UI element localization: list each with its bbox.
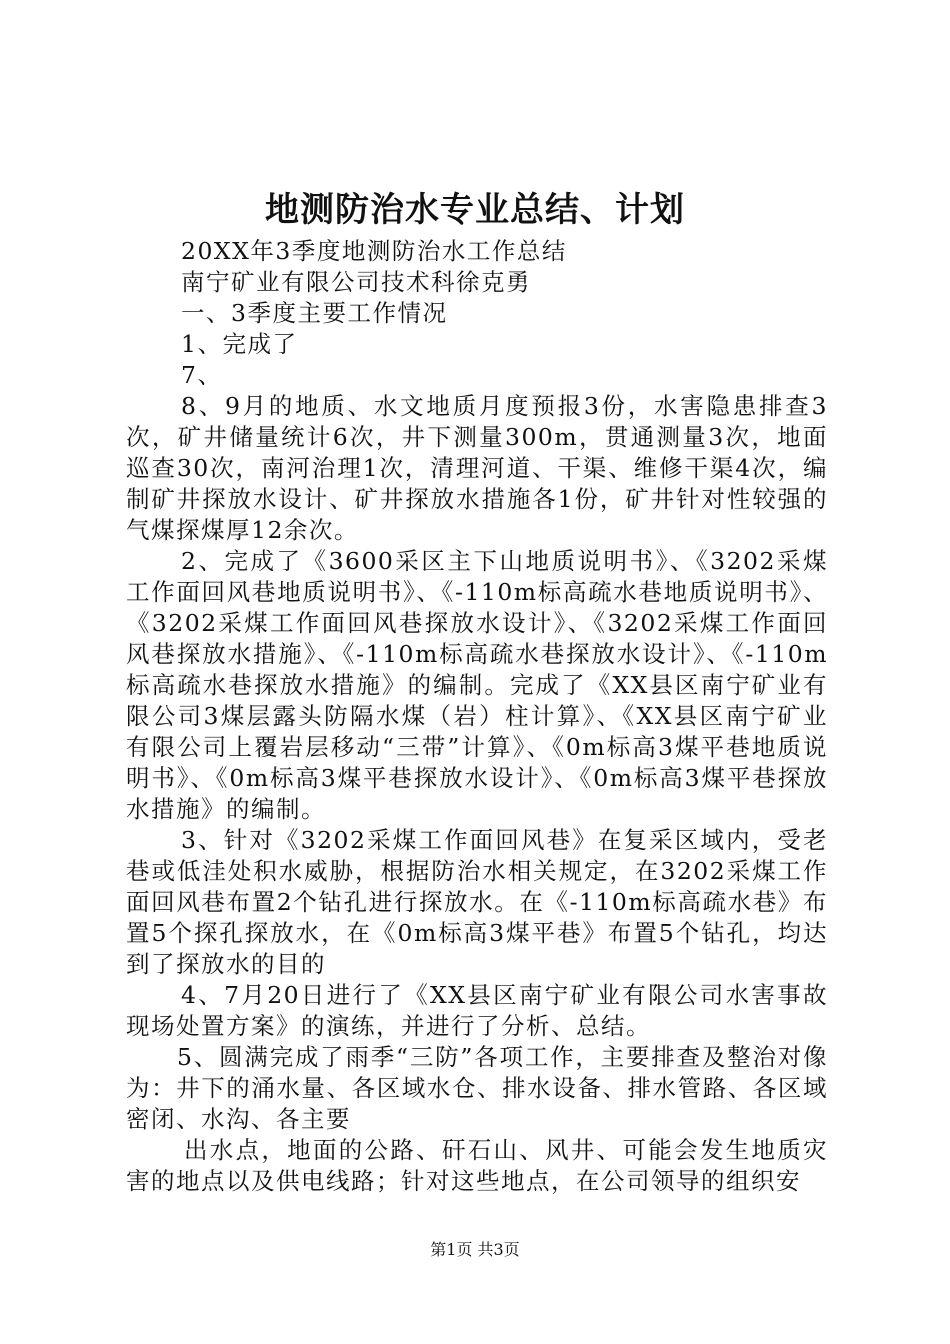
section-heading: 一、3季度主要工作情况 <box>181 299 448 327</box>
document-body <box>126 236 828 1197</box>
document-title: 地测防治水专业总结、计划 <box>265 190 685 230</box>
paragraph: 4、7月20日进行了《XX县区南宁矿业有限公司水害事故现场处置方案》的演练，并进行了分析、总结。 <box>126 981 828 1040</box>
report-heading: 20XX年3季度地测防治水工作总结 <box>181 237 567 265</box>
paragraph: 1、完成了 <box>181 330 298 358</box>
paragraph: 出水点，地面的公路、矸石山、风井、可能会发生地质灾害的地点以及供电线路；针对这些地点，在公司领导的组织安 <box>126 1136 828 1195</box>
paragraph: 5、圆满完成了雨季“三防”各项工作，主要排查及整治对像为：井下的涌水量、各区域水仓、排水设备、排水管路、各区域密闭、水沟、各主要 <box>126 1043 828 1133</box>
page-footer: 第1页 共3页 <box>430 1240 520 1259</box>
paragraph: 7、 <box>181 361 223 389</box>
paragraph: 8、9月的地质、水文地质月度预报3份，水害隐患排查3次，矿井储量统计6次，井下测量300m，贯通测量3次，地面巡查30次，南河治理1次，清理河道、干渠、维修干渠4次，编制矿井探放水设计、矿井探放水措施各1份，矿井针对性较强的气煤探煤厚12余次。 <box>126 392 828 544</box>
paragraph: 3、针对《3202采煤工作面回风巷》在复采区域内，受老巷或低洼处积水威胁，根据防治水相关规定，在3202采煤工作面回风巷布置2个钻孔进行探放水。在《-110m标高疏水巷》布置5个探孔探放水，在《0m标高3煤平巷》布置5个钻孔，均达到了探放水的目的 <box>126 826 828 978</box>
paragraph: 2、完成了《3600采区主下山地质说明书》、《3202采煤工作面回风巷地质说明书》、《-110m标高疏水巷地质说明书》、《3202采煤工作面回风巷探放水设计》、《3202采煤工作面回风巷探放水措施》、《-110m标高疏水巷探放水设计》、《-110m标高疏水巷探放水措施》的编制。完成了《XX县区南宁矿业有限公司3煤层露头防隔水煤（岩）柱计算》、《XX县区南宁矿业有限公司上覆岩层移动“三带”计算》、《0m标高3煤平巷地质说明书》、《0m标高3煤平巷探放水设计》、《0m标高3煤平巷探放水措施》的编制。 <box>126 547 828 823</box>
author-line: 南宁矿业有限公司技术科徐克勇 <box>181 268 531 296</box>
